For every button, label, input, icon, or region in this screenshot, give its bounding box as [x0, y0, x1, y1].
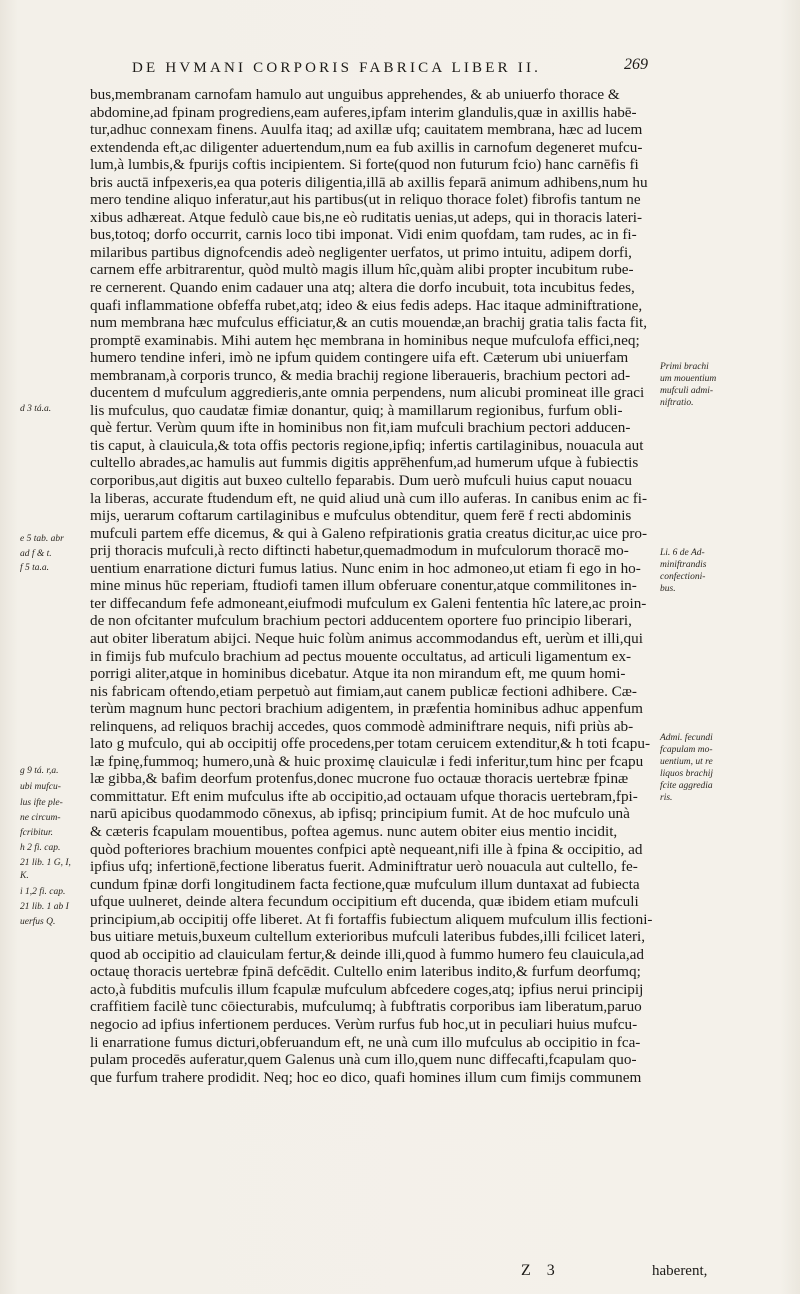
text-line: bus,membranam carnofam hamulo aut unguibus apprehendes, & ab uniuerfo thorace & — [90, 86, 620, 103]
main-text-block — [90, 86, 656, 1086]
text-line: & cæteris fcapulam mouentibus, poftea agemus. nunc autem obiter eius mentio incidit, — [90, 822, 618, 840]
text-line: xibus adhæreat. Atque fedulò caue bis,ne eò ruditatis uenias,ut adeps, qui in thoracis lateri- — [90, 208, 643, 226]
right-margin-note: confectioni- — [660, 572, 706, 582]
left-margin-note: i 1,2 fi. cap. — [20, 887, 66, 897]
text-line: committatur. Eft enim mufculus ifte ab occipitio,ad octauam ufque thoracis uertebram,fpi- — [90, 787, 638, 805]
text-line: bus uitiare metuis,buxeum cultellum exterioribus mufculi lateribus fubdes,illi fcilicet lateri, — [90, 928, 646, 946]
text-line: octauę thoracis uertebræ fpinā defcēdit. Cultello enim lateribus indito,& furfum deorfumq; — [90, 963, 641, 981]
catchword: haberent, — [652, 1263, 708, 1279]
right-margin-note: ris. — [660, 793, 673, 803]
running-head: DE HVMANI CORPORIS FABRICA LIBER II. — [132, 60, 542, 76]
text-line: que furfum trahere prodidit. Neq; hoc eo dico, quafi homines illum cum fimijs communem — [90, 1068, 642, 1086]
left-margin-note: K. — [20, 871, 29, 881]
text-line: lum,à lumbis,& fpurijs coftis incipientem. Si forte(quod non futurum fcio) hanc carnēfis fi — [90, 156, 639, 174]
signature-mark: Z 3 — [521, 1262, 561, 1279]
text-line: ter diffecandum fefe admoneant,eiufmodi mufculum ex Galeni fententia hîc latere,ac proin- — [90, 594, 647, 612]
text-line: num membrana hæc mufculus efficiatur,& an cutis mouendæ,an brachij gratia talis facta fit, — [90, 314, 648, 332]
text-line: quafi inflammatione obfeffa rubet,atq; ideo & eius fedis adeps. Hac itaque adminiftratione, — [90, 296, 643, 314]
text-line: abdomine,ad fpinam progrediens,eam auferes,ipfam interim glandulis,quæ in axillis habē- — [90, 103, 637, 121]
text-line: lis mufculus, quo caudatæ fimiæ donantur, quiq; à mamillarum regionibus, furfum obli- — [90, 401, 623, 419]
text-line: promptē examinabis. Mihi autem hęc membrana in hominibus neque mufculofa effici,neq; — [90, 331, 640, 349]
text-line: porrigi aliter,atque in hominibus dicebatur. Atque ita non mirandum eft, me quum homi- — [90, 665, 626, 683]
text-line: lato g mufculo, qui ab occipitij offe procedens,per totam ceruicem extenditur,& h toti fcapu- — [90, 735, 651, 753]
text-line: ufque uulneret, deinde altera fecundum occipitium eft ducenda, quæ ibidem etiam mufculi — [90, 893, 639, 911]
right-margin-note: bus. — [660, 584, 676, 594]
right-margin-note: Admi. fecundi — [660, 733, 713, 743]
text-line: cundum fpinæ dorfi longitudinem facta fectione,quæ mufculum illum duntaxat ad fubiecta — [90, 875, 640, 893]
text-line: bus,totoq; dorfo occurrit, carnis loco tibi imponat. Vidi enim quofdam, tam rudes, ac in fi- — [90, 226, 637, 244]
text-line: tur,adhuc connexam finens. Auulfa itaq; ad axillæ ufq; cauitatem membrana, hæc ad lucem — [90, 121, 643, 139]
text-line: de non ofcitanter mufculum brachium pectori adducentem oportere fuo principio liberari, — [90, 612, 632, 630]
left-margin-note: d 3 tá.a. — [20, 404, 52, 414]
right-margin-note: miniftrandis — [660, 560, 707, 570]
right-margin-note: fcite aggredia — [660, 781, 713, 791]
text-line: mero tendine aliquo inferatur,aut his partibus(ut in reliquo thorace folet) fibrofis tantum ne — [90, 191, 641, 209]
text-line: principium,ab occipitij offe liberet. At fi fortaffis fubiectum aliquem mufculum illis fectioni- — [90, 910, 653, 928]
text-line: li enarratione fumus dicturi,obferuandum eft, ne unà cum illo mufculus ab occipitio in fca- — [90, 1033, 641, 1051]
left-margin-note: ad f & t. — [20, 549, 52, 559]
text-line: carnem effe arbitrarentur, quòd multò magis illum hîc,quàm alibi propter incubitum rube- — [90, 261, 634, 279]
text-line: pulam procedēs auferatur,quem Galenus unà cum illo,quem nunc diffecafti,fcapulam quo- — [90, 1051, 637, 1069]
text-line: læ gibba,& bafim deorfum protenfus,donec mucrone fuo octauæ thoracis uertebræ fpinæ — [90, 770, 629, 788]
text-line: quod ab occipitio ad clauiculam fertur,& deinde illi,quod à fummo humero feu clauicula,ad — [90, 945, 644, 963]
text-line: milaribus partibus dignofcendis adeò negligenter uerfatos, ut primo intuitu, adipem dorfi, — [90, 243, 632, 261]
right-margin-note: um mouentium — [660, 374, 717, 384]
text-line: uentium enarratione dicturi fumus latius. Nunc enim in hoc admoneo,ut etiam fi ego in ho- — [90, 559, 641, 577]
text-line: corporibus,aut digitis aut buxeo cultello feparabis. Dum uerò mufculi huius caput nouacu — [90, 472, 632, 490]
left-margin-note: uerfus Q. — [20, 917, 56, 927]
right-margin-note: liquos brachij — [660, 769, 714, 779]
text-line: cultello abrades,ac hamulis aut fummis digitis apprēhenfum,ad humerum ufque à fubiectis — [90, 454, 639, 472]
text-line: læ fpinę,fummoq; humero,unà & huic proximę clauiculæ i fedi inferitur,tum hinc per fcapu — [90, 752, 644, 770]
text-line: humero tendine inferi, imò ne ipfum quidem contingere uifa eft. Cæterum ubi uniuerfam — [90, 349, 629, 367]
right-margin-note: mufculi admi- — [660, 386, 714, 396]
left-margin-note: fcribitur. — [20, 828, 53, 838]
text-line: què fertur. Verùm quum ifte in hominibus non fit,iam mufculi brachium pectori adducen- — [90, 419, 631, 437]
text-line: nis fabricam oftendo,etiam perpetuò aut fimiam,aut canem publicæ fectioni adhibere. Cæ- — [90, 682, 637, 700]
left-margin-note: lus ifte ple- — [20, 798, 63, 808]
text-line: acto,à fubditis mufculis illum fcapulæ mufculum abfcedere coges,atq; ipfius nerui principij — [90, 980, 644, 998]
text-line: craffitiem facilè tunc cōiecturabis, mufculumq; à fubftratis corporibus iam liberatum,paruo — [90, 998, 642, 1016]
right-margin-note: fcapulam mo- — [660, 745, 713, 755]
text-line: mine minus hūc reperiam, ftudiofi tamen illum obferuare conentur,atque commilitones in- — [90, 577, 637, 595]
left-margin-note: ubi mufcu- — [20, 782, 61, 792]
text-line: terùm magnum hunc pectori brachium adigentem, in præfentia hominibus adhuc appenfum — [90, 700, 643, 718]
text-line: quòd pofteriores brachium mouentes confpici aptè nequeant,nifi ille à fpina & occipitio, ad — [90, 840, 643, 858]
left-margin-note: 21 lib. 1 G, I, — [20, 858, 71, 868]
text-line: relinquens, ad reliquos brachij accedes, quos commodè adminiftrare nequis, nifi priùs ab- — [90, 717, 634, 735]
right-margin-note: uentium, ut re — [660, 757, 713, 767]
text-line: aut obiter liberatum abijci. Neque huic folùm animus accommodandus eft, uerùm et illi,qui — [90, 629, 643, 647]
text-line: negocio ad ipfius infertionem perduces. Verùm rurfus fub hoc,ut in peculiari huius mufcu- — [90, 1015, 638, 1033]
text-line: mijs, uerarum coftarum cartilaginibus e mufculus obtenditur, quem ferē f recti abdominis — [90, 507, 632, 525]
text-line: re cernerent. Quando enim cadauer una atq; altera die dorfo incubuit, tota incubitus fedes, — [90, 279, 635, 297]
text-line: narū apicibus quodammodo cōnexus, ab ipfisq; principium fumit. At de hoc mufculo unà — [90, 805, 630, 823]
left-margin-note: f 5 ta.a. — [20, 563, 50, 573]
text-line: mufculi partem effe dicemus, & qui à Galeno refpirationis gratia creatus dicitur,ac uice pro- — [90, 524, 648, 542]
text-line: la liberas, accurate ftudendum eft, ne quid aliud unà cum illo auferas. In canibus enim ac fi- — [90, 489, 648, 507]
right-margin-note: Primi brachi — [660, 362, 709, 372]
text-line: tis caput, à clauicula,& tota offis pectoris regione,ipfiq; infertis cartilaginibus, nouacula aut — [90, 436, 644, 454]
text-line: prij thoracis mufculi,à recto diftincti habetur,quemadmodum in mufculorum thoracē mo- — [90, 542, 629, 560]
right-margin-note: Li. 6 de Ad- — [660, 548, 705, 558]
left-margin-note: e 5 tab. abr — [20, 534, 64, 544]
text-line: bris auctā infpexeris,ea qua poteris diligentia,illā ab axillis feparā animum adhibens,num hu — [90, 173, 648, 191]
text-line: ipfius ufq; infertionē,fectione liberatus fuerit. Adminiftratur uerò nouacula aut cultello, fe- — [90, 858, 638, 876]
text-line: membranam,à corporis trunco, & media brachij regione liberaueris, brachium pectori ad- — [90, 366, 631, 384]
text-line: extendenda eft,ac diligenter aduertendum,num ea fub axillis in carnofum degeneret mufcu- — [90, 138, 643, 156]
left-margin-note: ne circum- — [20, 813, 61, 823]
left-margin-note: g 9 tá. r,a. — [20, 766, 59, 776]
left-margin-note: 21 lib. 1 ab I — [20, 902, 69, 912]
right-margin-note: niftratio. — [660, 398, 694, 408]
text-line: ducentem d mufculum aggredieris,ante omnia perpendens, num alicubi promineat ille graci — [90, 384, 645, 402]
text-line: in fimijs fub mufculo brachium ad pectus mouente occultatus, ad articuli ligamentum ex- — [90, 647, 632, 665]
folio-number: 269 — [624, 56, 648, 73]
left-margin-note: h 2 fi. cap. — [20, 843, 61, 853]
